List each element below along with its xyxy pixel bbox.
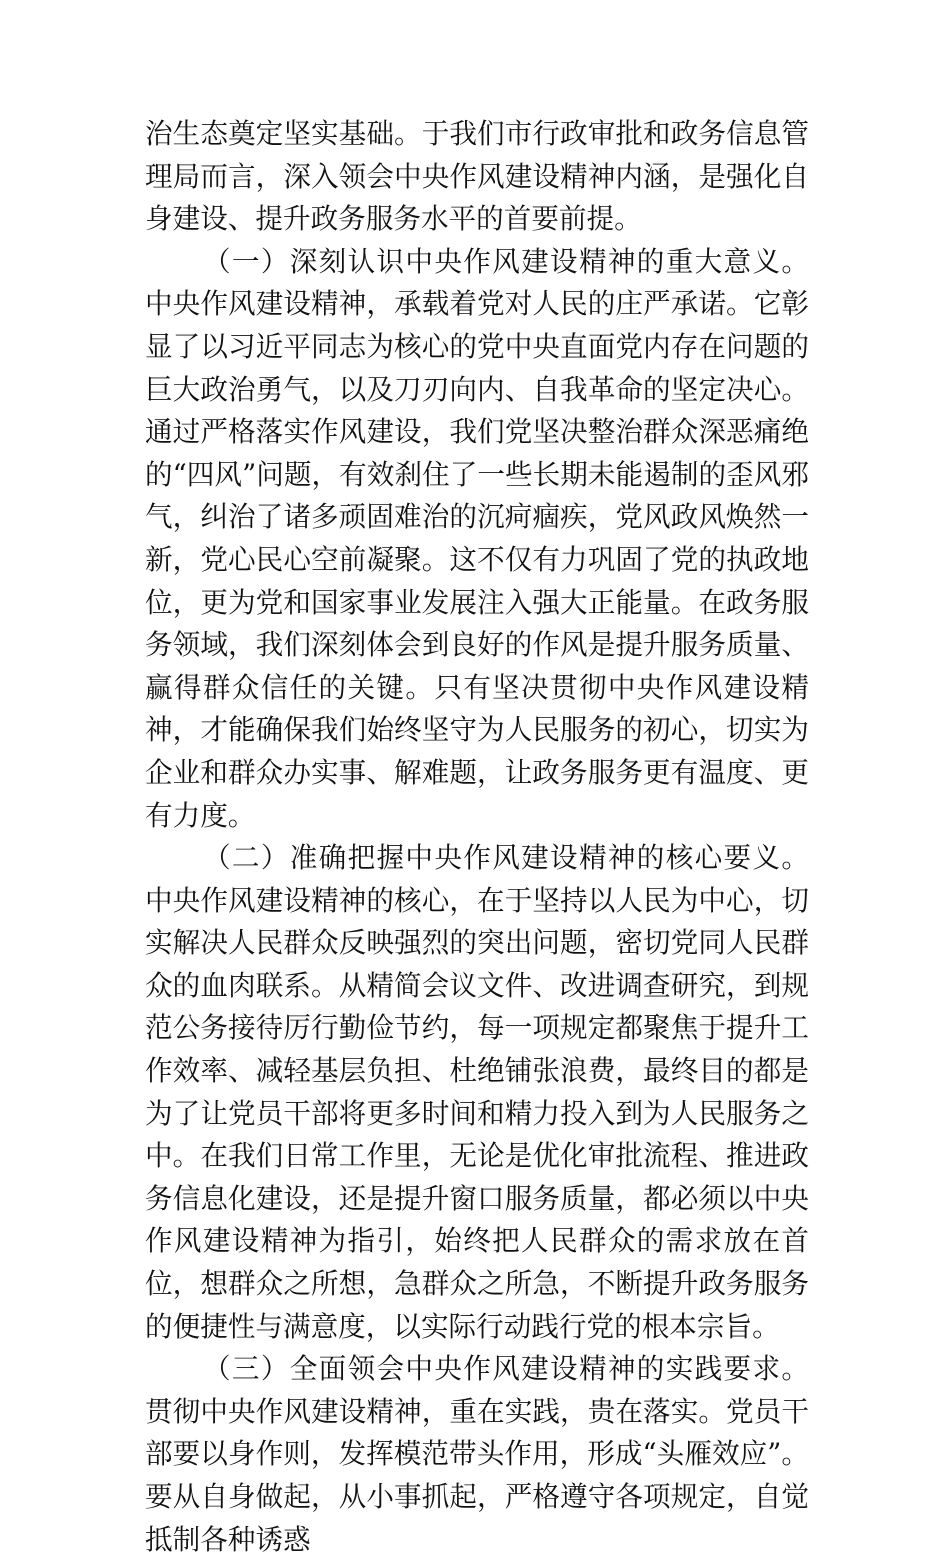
paragraph-section-three: （三）全面领会中央作风建设精神的实践要求。贯彻中央作风建设精神，重在实践，贵在落实。党员干部要以身作则，发挥模范带头作用，形成“头雁效应”。要从自身做起，从小事抓起，严格遵守各项规定，自觉抵制各种诱惑: [145, 1352, 809, 1556]
document-page: [145, 113, 809, 1556]
paragraph-section-two: （二）准确把握中央作风建设精神的核心要义。中央作风建设精神的核心，在于坚持以人民为中心，切实解决人民群众反映强烈的突出问题，密切党同人民群众的血肉联系。从精简会议文件、改进调查研究，到规范公务接待厉行勤俭节约，每一项规定都聚焦于提升工作效率、减轻基层负担、杜绝铺张浪费，最终目的都是为了让党员干部将更多时间和精力投入到为人民服务之中。在我们日常工作里，无论是优化审批流程、推进政务信息化建设，还是提升窗口服务质量，都必须以中央作风建设精神为指引，始终把人民群众的需求放在首位，想群众之所想，急群众之所急，不断提升政务服务的便捷性与满意度，以实际行动践行党的根本宗旨。: [145, 841, 809, 1343]
paragraph-section-one: （一）深刻认识中央作风建设精神的重大意义。中央作风建设精神，承载着党对人民的庄严承诺。它彰显了以习近平同志为核心的党中央直面党内存在问题的巨大政治勇气，以及刀刃向内、自我革命的坚定决心。通过严格落实作风建设，我们党坚决整治群众深恶痛绝的“四风”问题，有效刹住了一些长期未能遏制的歪风邪气，纠治了诸多顽固难治的沉疴痼疾，党风政风焕然一新，党心民心空前凝聚。这不仅有力巩固了党的执政地位，更为党和国家事业发展注入强大正能量。在政务服务领域，我们深刻体会到良好的作风是提升服务质量、赢得群众信任的关键。只有坚决贯彻中央作风建设精神，才能确保我们始终坚守为人民服务的初心，切实为企业和群众办实事、解难题，让政务服务更有温度、更有力度。: [145, 244, 809, 832]
paragraph-continued-intro: 治生态奠定坚实基础。于我们市行政审批和政务信息管理局而言，深入领会中央作风建设精神内涵，是强化自身建设、提升政务服务水平的首要前提。: [145, 117, 809, 236]
